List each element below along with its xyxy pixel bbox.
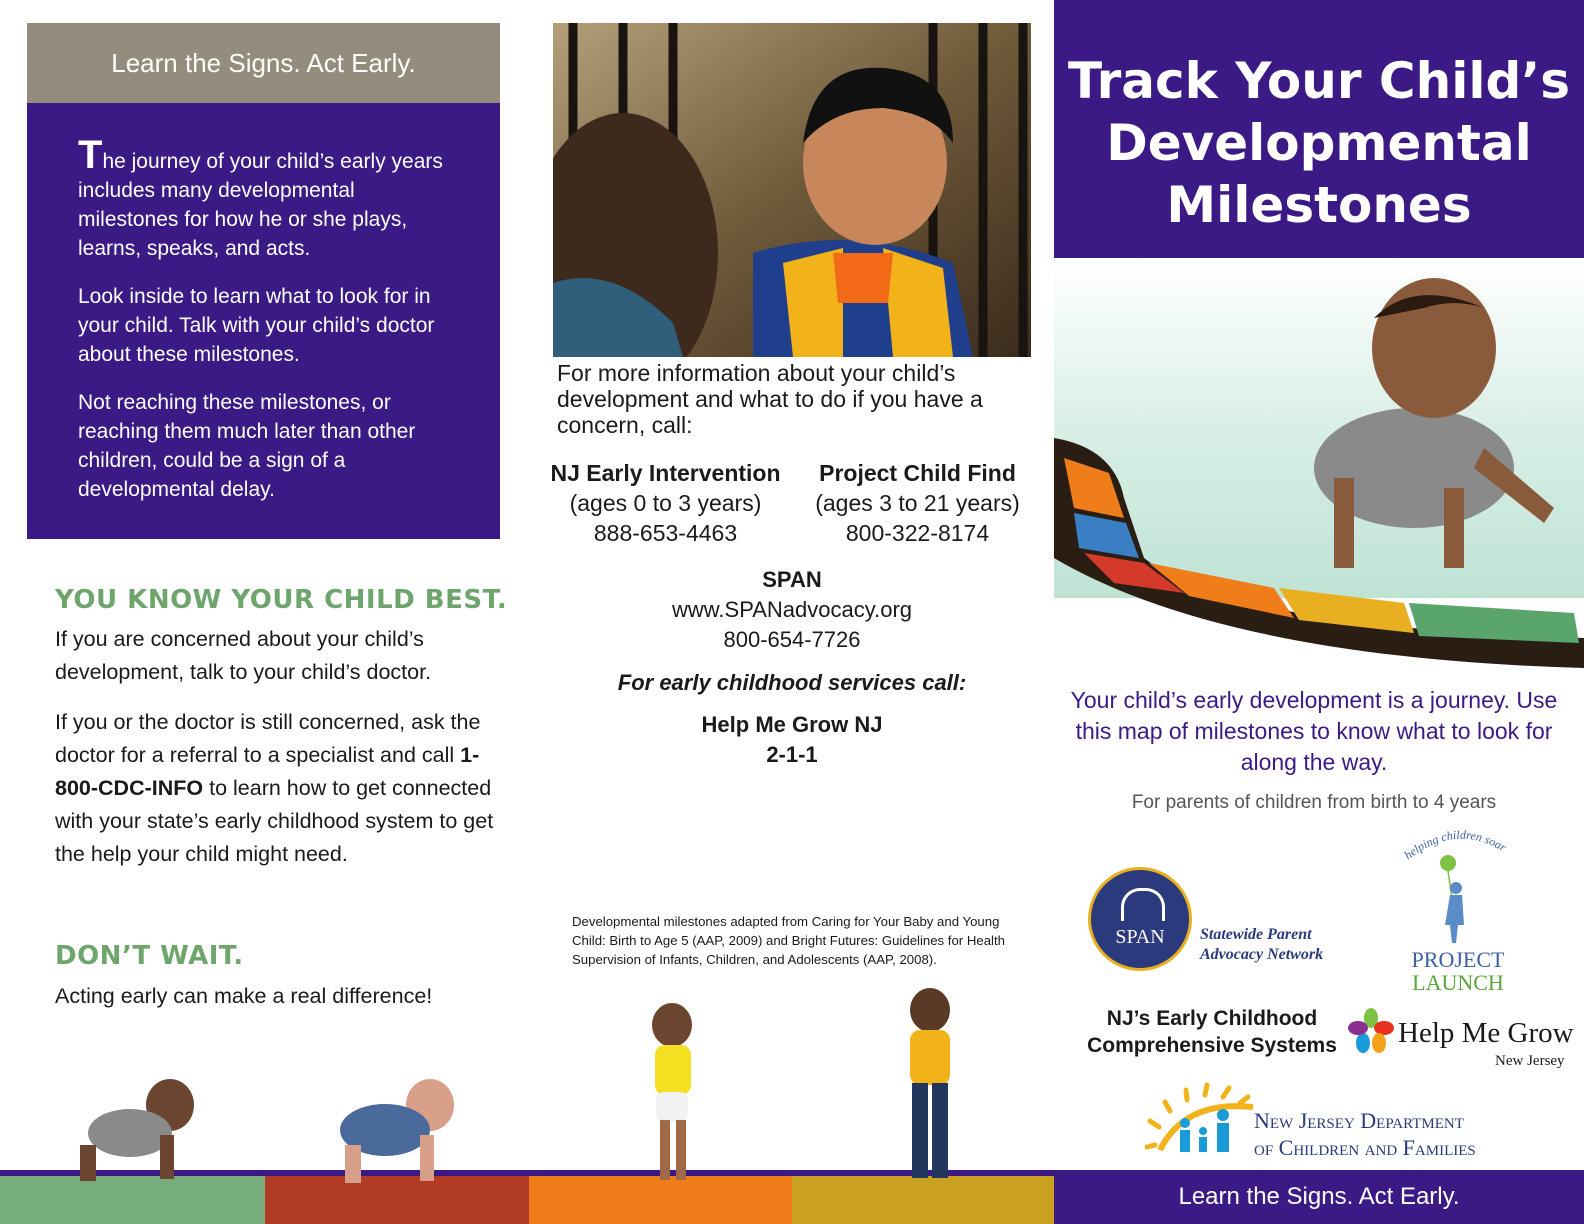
heading-know-your-child: YOU KNOW YOUR CHILD BEST. xyxy=(55,585,508,615)
hmg-phone: 2-1-1 xyxy=(766,742,818,767)
help-me-grow-logo-name: Help Me Grow xyxy=(1398,1017,1574,1049)
bridge-icon xyxy=(1121,888,1165,921)
title-line-3: Milestones xyxy=(1166,176,1472,234)
left-body-text xyxy=(55,623,495,888)
launch-arc-text: helping children soar xyxy=(1401,827,1509,863)
ecs-line-1: NJ’s Early Childhood xyxy=(1106,1007,1318,1030)
span-name-line-2: Advocacy Network xyxy=(1200,946,1324,963)
nj-early-intervention-contact xyxy=(548,458,783,548)
help-me-grow-logo-state: New Jersey xyxy=(1495,1053,1565,1069)
span-logo-name xyxy=(1200,925,1323,965)
child-covering-ears-photo xyxy=(553,23,1031,357)
svg-text:helping children soar xyxy=(1401,828,1509,863)
pcf-ages: (ages 3 to 21 years) xyxy=(815,490,1020,516)
more-info-text: For more information about your child’s development and what to do if you have a concern, call: xyxy=(557,360,983,438)
body-paragraph-2-start: If you or the doctor is still concerned, ask the doctor for a referral to a specialist and call xyxy=(55,710,481,767)
left-header-text: Learn the Signs. Act Early. xyxy=(111,47,416,78)
footer-banner xyxy=(1054,1170,1584,1224)
dcf-line-2: of Children and Families xyxy=(1254,1135,1476,1160)
photo-illustration xyxy=(553,23,1031,357)
intro-box xyxy=(27,103,500,539)
project-child-find-contact xyxy=(805,458,1030,548)
footer-text: Learn the Signs. Act Early. xyxy=(1178,1183,1460,1210)
nj-dcf-sun-family-icon xyxy=(1145,1075,1260,1160)
span-url: www.SPANadvocacy.org xyxy=(671,597,913,622)
left-header-banner xyxy=(27,23,500,103)
pcf-phone: 800-322-8174 xyxy=(845,520,990,546)
intro-paragraph-3: Not reaching these milestones, or reaching them much later than other children, could be a sign of a developmental delay. xyxy=(78,391,416,501)
span-seal-text: SPAN xyxy=(1115,926,1165,948)
help-me-grow-contact xyxy=(557,710,1027,770)
nj-ei-ages: (ages 0 to 3 years) xyxy=(569,490,762,516)
crawling-baby-2-photo xyxy=(325,1075,465,1190)
help-me-grow-flower-icon xyxy=(1348,1008,1394,1054)
nj-ei-name: NJ Early Intervention xyxy=(550,460,781,486)
project-launch-logo xyxy=(1398,825,1528,995)
hmg-name: Help Me Grow NJ xyxy=(701,712,883,737)
cdc-phone: 1-800-CDC-INFO xyxy=(55,743,480,800)
body-paragraph-2 xyxy=(55,706,495,871)
intro-paragraph-1-text: he journey of your child’s early years includes many developmental milestones for how he or she plays, learns, speaks, and acts. xyxy=(78,150,443,260)
title-banner xyxy=(1054,0,1584,258)
title-line-2: Developmental xyxy=(1106,114,1532,172)
heading-dont-wait: DON’T WAIT. xyxy=(55,941,244,971)
span-contact xyxy=(557,565,1027,655)
nj-ei-phone: 888-653-4463 xyxy=(593,520,738,546)
dcf-line-1: New Jersey Department xyxy=(1254,1108,1464,1133)
crawling-baby-on-path-image xyxy=(1054,258,1584,678)
crawling-baby-photo xyxy=(60,1075,200,1190)
title-line-1: Track Your Child’s xyxy=(1067,52,1571,110)
launch-line-2: LAUNCH xyxy=(1412,970,1504,995)
body-paragraph-1: If you are concerned about your child’s development, talk to your child’s doctor. xyxy=(55,627,432,684)
body-paragraph-3: Acting early can make a real difference! xyxy=(55,984,433,1008)
pcf-name: Project Child Find xyxy=(819,460,1016,486)
early-childhood-systems-logo xyxy=(1082,1005,1342,1059)
drop-cap: T xyxy=(78,133,103,177)
span-logo-seal xyxy=(1088,867,1192,971)
span-phone: 800-654-7726 xyxy=(723,627,861,652)
span-name: SPAN xyxy=(762,567,822,592)
nj-dcf-logo-name xyxy=(1254,1107,1476,1161)
journey-text: Your child’s early development is a journey. Use this map of milestones to know what to look for along the way. xyxy=(1070,687,1558,775)
intro-paragraph-1 xyxy=(78,133,458,263)
parents-audience-text: For parents of children from birth to 4 years xyxy=(1131,792,1497,813)
title-text xyxy=(1054,50,1584,236)
early-services-label: For early childhood services call: xyxy=(617,670,967,695)
body-paragraph-2-end: to learn how to get connected with your state’s early childhood system to get the help your child might need. xyxy=(55,776,494,866)
span-name-line-1: Statewide Parent xyxy=(1200,926,1312,943)
toddler-walking-photo xyxy=(630,1000,710,1190)
ecs-line-2: Comprehensive Systems xyxy=(1087,1034,1337,1057)
citation-text: Developmental milestones adapted from Caring for Your Baby and Young Child: Birth to Age 5 (AAP, 2009) and Bright Futures: Guidelines for Health Supervision of Infants, Children, and Adolescents (AAP, 2008). xyxy=(572,914,1005,967)
child-walking-photo xyxy=(880,985,980,1190)
launch-line-1: PROJECT xyxy=(1411,947,1505,972)
intro-paragraph-2: Look inside to learn what to look for in your child. Talk with your child’s doctor about these milestones. xyxy=(78,285,435,366)
intro-text xyxy=(78,133,458,523)
